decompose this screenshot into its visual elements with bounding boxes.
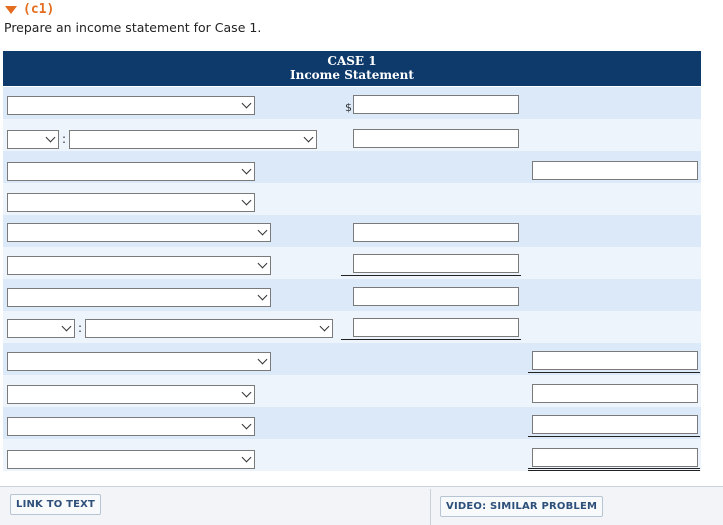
account-select[interactable] — [7, 256, 271, 275]
account-select[interactable] — [7, 162, 255, 181]
chevron-down-icon — [242, 165, 252, 175]
statement-row-5 — [3, 215, 701, 247]
account-select[interactable] — [7, 417, 255, 436]
total-amount-input[interactable] — [532, 415, 698, 434]
total-amount-input[interactable] — [532, 351, 698, 370]
total-amount-input[interactable] — [532, 161, 698, 180]
colon-separator: : — [78, 321, 83, 335]
chevron-down-icon — [258, 259, 268, 269]
amount-input[interactable] — [353, 223, 519, 242]
case-label: CASE 1 — [327, 54, 377, 68]
chevron-down-icon — [242, 99, 252, 109]
statement-row-2 — [3, 119, 701, 151]
amount-input[interactable] — [353, 129, 519, 148]
account-select[interactable] — [7, 385, 255, 404]
chevron-down-icon — [242, 388, 252, 398]
part-label: (c1) — [23, 1, 55, 17]
modifier-select[interactable] — [7, 319, 75, 338]
chevron-down-icon — [242, 196, 252, 206]
total-amount-input[interactable] — [532, 448, 698, 467]
video-similar-problem-button[interactable]: VIDEO: SIMILAR PROBLEM — [440, 496, 603, 517]
statement-row-10 — [3, 375, 701, 407]
statement-row-7 — [3, 279, 701, 311]
statement-row-11 — [3, 407, 701, 439]
account-select[interactable] — [7, 96, 255, 115]
double-underline-top — [528, 468, 700, 469]
chevron-down-icon — [320, 322, 330, 332]
statement-row-3 — [3, 151, 701, 183]
question-footer — [0, 486, 723, 525]
account-select[interactable] — [7, 352, 271, 371]
statement-row-6 — [3, 247, 701, 279]
account-select[interactable] — [7, 223, 271, 242]
footer-divider — [430, 489, 431, 525]
statement-header — [3, 51, 701, 86]
part-c1-header[interactable] — [5, 1, 54, 17]
statement-row-1 — [3, 87, 701, 119]
link-to-text-button[interactable]: LINK TO TEXT — [10, 494, 101, 515]
currency-symbol: $ — [345, 101, 352, 114]
account-select[interactable] — [7, 193, 255, 212]
caret-down-icon — [5, 6, 17, 14]
amount-input[interactable] — [353, 95, 519, 114]
statement-row-12 — [3, 439, 701, 471]
total-underline — [528, 436, 700, 437]
account-select[interactable] — [7, 288, 271, 307]
chevron-down-icon — [258, 291, 268, 301]
subtotal-underline — [341, 275, 521, 276]
chevron-down-icon — [242, 453, 252, 463]
amount-input[interactable] — [353, 287, 519, 306]
instruction-text: Prepare an income statement for Case 1. — [4, 20, 262, 35]
account-select[interactable] — [7, 450, 255, 469]
statement-row-9 — [3, 343, 701, 375]
total-underline — [528, 372, 700, 373]
colon-separator: : — [62, 132, 67, 146]
chevron-down-icon — [258, 355, 268, 365]
chevron-down-icon — [304, 133, 314, 143]
statement-row-8 — [3, 311, 701, 343]
statement-row-4 — [3, 183, 701, 215]
account-select[interactable] — [69, 130, 317, 149]
chevron-down-icon — [258, 226, 268, 236]
total-amount-input[interactable] — [532, 384, 698, 403]
chevron-down-icon — [62, 322, 72, 332]
chevron-down-icon — [242, 420, 252, 430]
statement-title: Income Statement — [290, 68, 414, 82]
amount-input[interactable] — [353, 254, 519, 273]
account-select[interactable] — [85, 319, 333, 338]
chevron-down-icon — [46, 133, 56, 143]
modifier-select[interactable] — [7, 130, 59, 149]
amount-input[interactable] — [353, 318, 519, 337]
double-underline-bottom — [528, 470, 700, 471]
subtotal-underline — [341, 339, 521, 340]
